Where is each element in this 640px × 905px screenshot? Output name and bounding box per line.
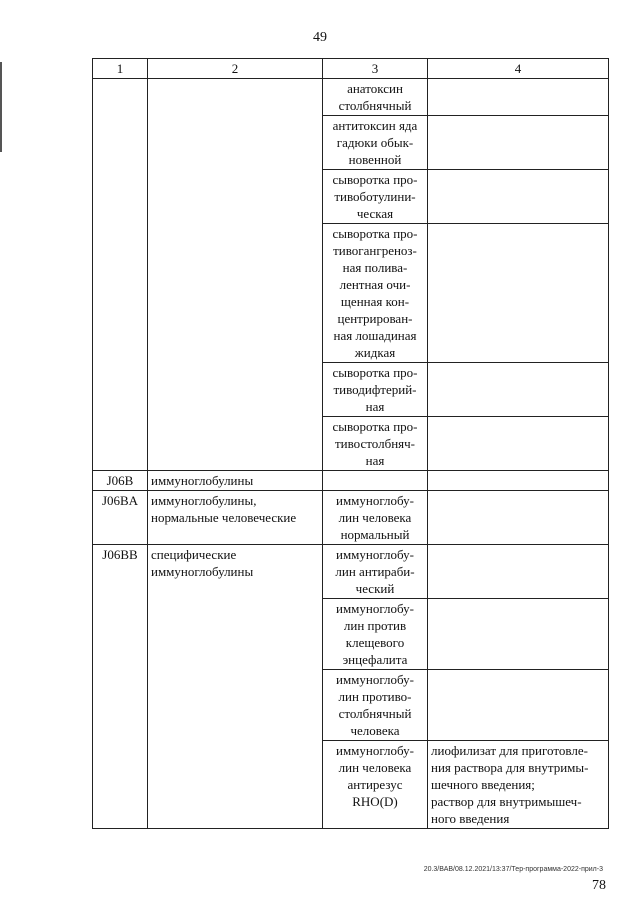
group-name-cell: специфические иммуноглобулины <box>148 545 323 829</box>
dosage-form-cell <box>428 670 609 741</box>
scan-edge-mark <box>0 62 2 152</box>
drug-name-cell: иммуноглобу- лин противо- столбнячный человека <box>323 670 428 741</box>
page-number-bottom: 78 <box>592 878 606 893</box>
dosage-form-cell <box>428 224 609 363</box>
dosage-form-cell: лиофилизат для приготовле- ния раствора для внутримы- шечного введения; раствор для внутримышеч- ного введения <box>428 741 609 829</box>
dosage-form-cell <box>428 545 609 599</box>
drug-name-cell: сыворотка про- тивогангреноз- ная полива- лентная очи- щенная кон- центрирован- ная лошадиная жидкая <box>323 224 428 363</box>
group-name-cell: иммуноглобулины, нормальные человеческие <box>148 491 323 545</box>
table-row <box>93 79 609 116</box>
table-row <box>93 545 609 599</box>
dosage-form-cell <box>428 170 609 224</box>
group-name-cell <box>148 79 323 471</box>
document-stamp: 20.3/ВАВ/08.12.2021/13:37/Тер-программа-2022-прил-3 <box>423 866 603 873</box>
header-cell: 1 <box>93 59 148 79</box>
medication-table <box>92 58 609 829</box>
drug-name-cell: иммуноглобу- лин человека антирезус RHO(D) <box>323 741 428 829</box>
drug-name-cell: сыворотка про- тиводифтерий- ная <box>323 363 428 417</box>
drug-name-cell: сыворотка про- тивоботулини- ческая <box>323 170 428 224</box>
atc-code-cell: J06B <box>93 471 148 491</box>
drug-name-cell: анатоксин столбнячный <box>323 79 428 116</box>
drug-name-cell: иммуноглобу- лин антираби- ческий <box>323 545 428 599</box>
dosage-form-cell <box>428 599 609 670</box>
page-number-top: 49 <box>313 30 327 45</box>
header-row <box>93 59 609 79</box>
atc-code-cell: J06BB <box>93 545 148 829</box>
atc-code-cell: J06BA <box>93 491 148 545</box>
dosage-form-cell <box>428 363 609 417</box>
dosage-form-cell <box>428 116 609 170</box>
drug-name-cell: сыворотка про- тивостолбняч- ная <box>323 417 428 471</box>
group-name-cell: иммуноглобулины <box>148 471 323 491</box>
atc-code-cell <box>93 79 148 471</box>
drug-name-cell: иммуноглобу- лин человека нормальный <box>323 491 428 545</box>
drug-name-cell: антитоксин яда гадюки обык- новенной <box>323 116 428 170</box>
dosage-form-cell <box>428 491 609 545</box>
header-cell: 3 <box>323 59 428 79</box>
header-cell: 4 <box>428 59 609 79</box>
dosage-form-cell <box>428 417 609 471</box>
header-cell: 2 <box>148 59 323 79</box>
dosage-form-cell <box>428 79 609 116</box>
table-row <box>93 491 609 545</box>
table-row <box>93 471 609 491</box>
drug-name-cell: иммуноглобу- лин против клещевого энцефалита <box>323 599 428 670</box>
dosage-form-cell <box>428 471 609 491</box>
drug-name-cell <box>323 471 428 491</box>
